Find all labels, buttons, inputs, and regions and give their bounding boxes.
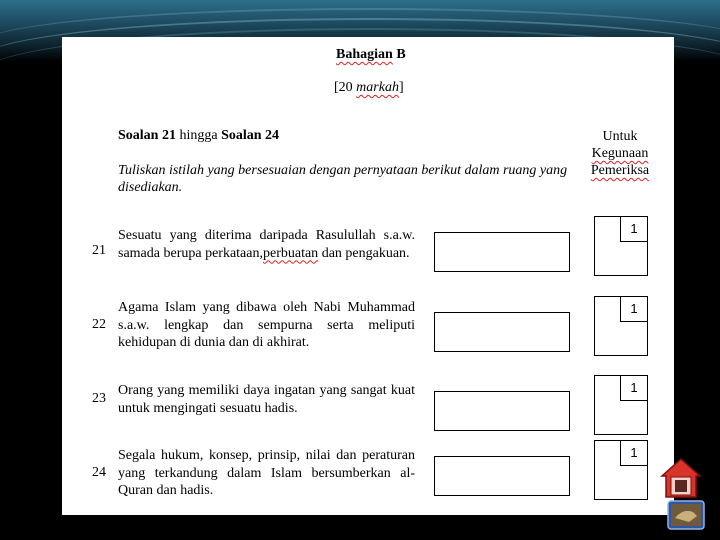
- examiner-column-header: Untuk Kegunaan Pemeriksa: [590, 129, 650, 178]
- question-text: Sesuatu yang diterima daripada Rasulullah s.a.w. samada berupa perkataan,perbuatan dan pengakuan.: [118, 228, 415, 261]
- marks-word: markah: [356, 80, 399, 95]
- mark-value: 1: [620, 216, 648, 242]
- question-range: Soalan 21 hingga Soalan 24: [118, 128, 280, 143]
- section-title: [336, 47, 406, 63]
- next-slide-button[interactable]: [667, 500, 705, 530]
- answer-box[interactable]: [434, 391, 570, 431]
- exam-page: [62, 37, 674, 515]
- question-text: Orang yang memiliki daya ingatan yang sangat kuat untuk mengingati sesuatu hadis.: [118, 383, 415, 416]
- mark-value: 1: [620, 296, 648, 322]
- question-number: 21: [92, 243, 106, 258]
- question-number: 22: [92, 317, 106, 332]
- examiner-mark-box: [594, 440, 648, 500]
- section-marks: [20 markah]: [334, 80, 404, 95]
- instruction-text: Tuliskan istilah yang bersesuaian dengan pernyataan berikut dalam ruang yang disediakan.: [118, 163, 568, 195]
- mark-value: 1: [620, 375, 648, 401]
- home-icon: [660, 457, 702, 499]
- question-number: 23: [92, 391, 106, 406]
- question-number: 24: [92, 465, 106, 480]
- question-text: Segala hukum, konsep, prinsip, nilai dan peraturan yang terkandung dalam Islam bersumberkan al-Quran dan hadis.: [118, 448, 415, 498]
- mark-value: 1: [620, 440, 648, 466]
- answer-box[interactable]: [434, 456, 570, 496]
- section-title-letter: B: [396, 47, 406, 62]
- examiner-mark-box: [594, 296, 648, 356]
- question-text: Agama Islam yang dibawa oleh Nabi Muhammad s.a.w. lengkap dan sempurna serta meliputi kehidupan di dunia dan di akhirat.: [118, 300, 415, 350]
- section-title-word: Bahagian: [336, 47, 393, 62]
- answer-box[interactable]: [434, 232, 570, 272]
- examiner-mark-box: [594, 375, 648, 435]
- answer-box[interactable]: [434, 312, 570, 352]
- next-slide-icon: [667, 500, 705, 530]
- examiner-mark-box: [594, 216, 648, 276]
- home-button[interactable]: [660, 457, 702, 499]
